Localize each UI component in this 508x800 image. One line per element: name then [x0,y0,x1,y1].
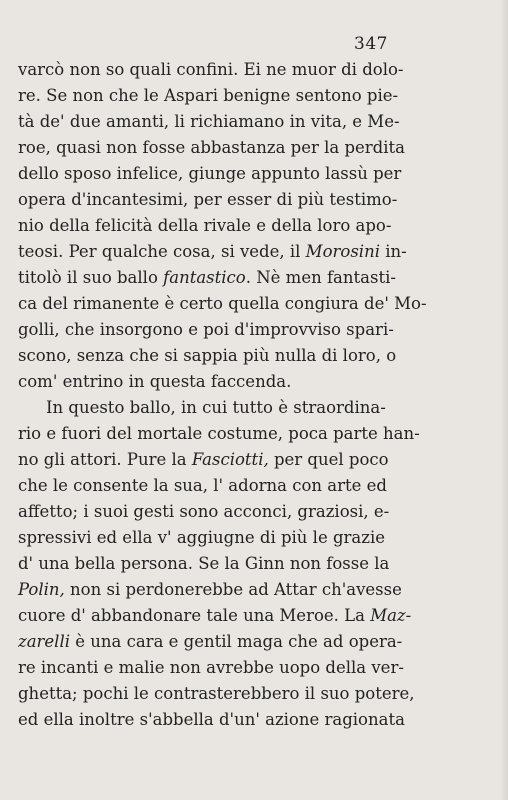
text-segment: ca del rimanente è certo quella congiura de' Mo- [18,294,427,313]
text-line [18,603,412,629]
text-line [18,161,402,187]
text-segment: d' una bella persona. Se la Ginn non fosse la [18,554,390,573]
text-line [18,291,427,317]
italic-name: Maz- [370,606,412,625]
text-segment: scono, senza che si sappia più nulla di loro, o [18,346,397,365]
text-segment: . Nè men fantasti- [245,268,396,287]
text-line [18,187,398,213]
text-segment: per quel poco [268,450,389,469]
italic-name: Morosini [305,242,380,261]
text-segment: In questo ballo, in cui tutto è straordina- [46,398,386,417]
text-line [18,499,388,525]
text-line [18,369,388,395]
text-segment: affetto; i suoi gesti sono acconci, graziosi, e- [18,502,390,521]
text-segment: re incanti e malie non avrebbe uopo della ver- [18,658,404,677]
text-line [18,135,405,161]
text-segment: tà de' due amanti, li richiamano in vita, e Me- [18,112,400,131]
text-segment: ed ella inoltre s'abbella d'un' azione ragionata [18,710,405,729]
italic-name: zarelli [18,632,71,651]
text-line [18,343,397,369]
text-line [18,577,402,603]
text-segment: opera d'incantesimi, per esser di più testimo- [18,190,398,209]
page-number: 347 [354,34,388,54]
italic-name: Fasciotti, [191,450,269,469]
text-segment: che le consente la sua, l' adorna con arte ed [18,476,387,495]
text-segment: no gli attori. Pure la [18,450,192,469]
text-segment: in- [379,242,407,261]
text-line [18,57,404,83]
page-edge-shadow [500,0,508,800]
text-line [18,707,405,733]
text-line [18,109,400,135]
text-segment: rio e fuori del mortale costume, poca parte han- [18,424,420,443]
text-segment: non si perdonerebbe ad Attar ch'avesse [64,580,402,599]
text-line [18,83,399,109]
text-segment: varcò non so quali confini. Ei ne muor di dolo- [18,60,404,79]
text-segment: dello sposo infelice, giunge appunto lassù per [18,164,402,183]
text-segment: spressivi ed ella v' aggiugne di più le grazie [18,528,385,547]
text-segment: nio della felicità della rivale e della loro apo- [18,216,392,235]
text-line [18,473,388,499]
text-segment: teosi. Per qualche cosa, si vede, il [18,242,306,261]
text-line [18,239,407,265]
text-segment: roe, quasi non fosse abbastanza per la perdita [18,138,405,157]
text-line [18,317,394,343]
text-line [18,629,403,655]
text-line [18,447,388,473]
text-segment: re. Se non che le Aspari benigne sentono pie- [18,86,399,105]
text-segment: è una cara e gentil maga che ad opera- [70,632,403,651]
italic-name: Polin, [18,580,65,599]
text-segment: titolò il suo ballo [18,268,164,287]
text-segment: com' entrino in questa faccenda. [18,372,292,391]
text-line [18,213,392,239]
text-line [18,421,420,447]
text-segment: cuore d' abbandonare tale una Meroe. La [18,606,371,625]
text-line [18,681,415,707]
text-line [18,395,388,421]
text-segment: ghetta; pochi le contrasterebbero il suo potere, [18,684,415,703]
text-segment: golli, che insorgono e poi d'improvviso spari- [18,320,394,339]
text-line [18,265,396,291]
italic-word: fantastico [163,268,246,287]
text-line [18,551,388,577]
text-line [18,525,388,551]
body-text [18,57,427,733]
text-line [18,655,404,681]
